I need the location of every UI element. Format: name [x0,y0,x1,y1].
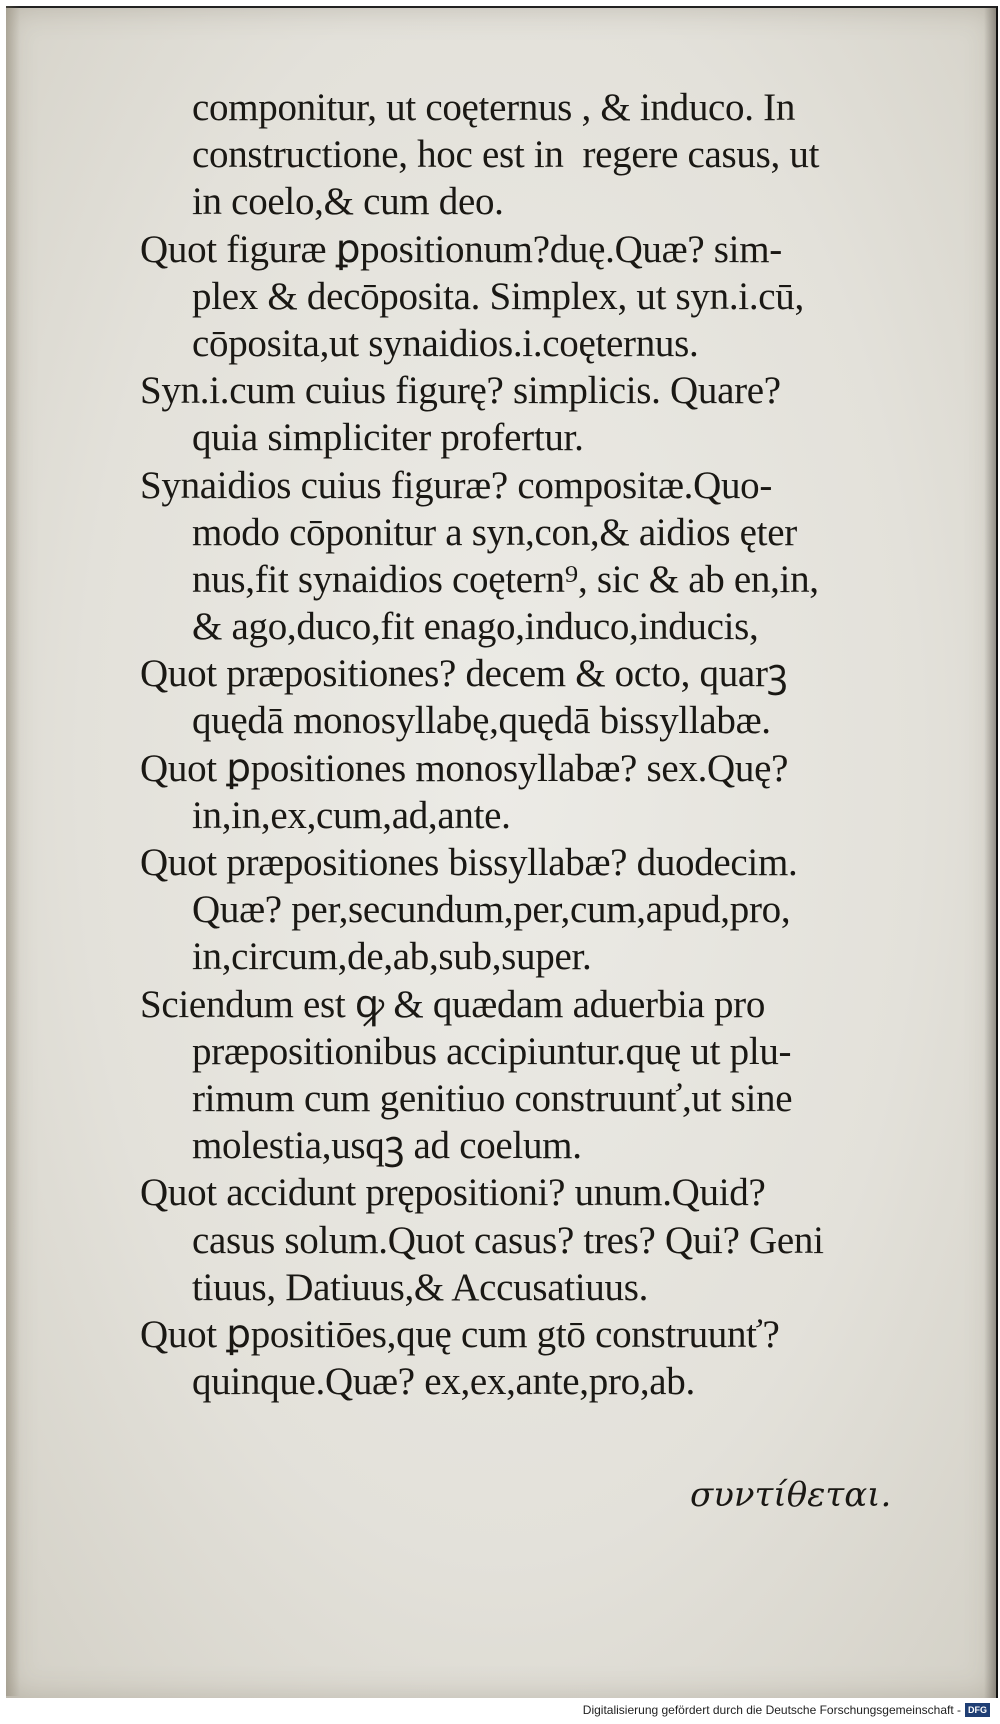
text-line: molestia,usqꝫ ad coelum. [192,1124,582,1168]
text-line: Quæ? per,secundum,per,cum,apud,pro, [192,888,791,932]
text-line: quinque.Quæ? ex,ex,ante,pro,ab. [192,1360,695,1404]
text-line: in,in,ex,cum,ad,ante. [192,793,511,837]
text-line: Quot ꝑpositiones monosyllabæ? sex.Quę? [140,746,789,790]
text-line: constructione, hoc est in regere casus, ut [192,133,820,177]
text-line: Synaidios cuius figuræ? compositæ.Quo- [140,463,773,507]
text-line: plex & decōposita. Simplex, ut syn.i.cū, [192,274,804,318]
text-line: in,circum,de,ab,sub,super. [192,935,592,979]
text-line: rimum cum genitiuo construunť,ut sine [192,1076,793,1120]
digitization-footer [583,1703,990,1717]
footer-credit-text: Digitalisierung gefördert durch die Deutsche Forschungsgemeinschaft - [582,1703,961,1717]
page-text-block [140,84,970,1405]
text-line: & ago,duco,fit enago,induco,inducis, [192,605,759,649]
text-line: Quot præpositiones? decem & octo, quarꝫ [140,652,788,696]
text-line: Quot accidunt prępositioni? unum.Quid? [140,1171,766,1215]
text-line: quędā monosyllabę,quędā bissyllabæ. [192,699,771,743]
text-line: casus solum.Quot casus? tres? Qui? Geni [192,1218,824,1262]
text-line: nus,fit synaidios coętern⁹, sic & ab en,in, [192,557,819,601]
text-line: cōposita,ut synaidios.i.coęternus. [192,321,699,365]
text-line: Sciendum est ꝙ & quædam aduerbia pro [140,982,766,1026]
text-line: in coelo,& cum deo. [192,180,504,224]
text-line: componitur, ut coęternus , & induco. In [192,86,796,129]
text-line: quia simpliciter profertur. [192,416,584,460]
text-line: tiuus, Datiuus,& Accusatiuus. [192,1265,649,1309]
text-line: Quot figuræ ꝑpositionum?duę.Quæ? sim- [140,227,782,271]
text-line: modo cōponitur a syn,con,& aidios ęter [192,510,797,554]
dfg-logo-icon: DFG [965,1703,990,1717]
text-line: præpositionibus accipiuntur.quę ut plu- [192,1029,792,1073]
text-line: Quot ꝑpositiōes,quę cum gtō construunť? [140,1312,780,1356]
text-line: Syn.i.cum cuius figurę? simplicis. Quare? [140,369,781,413]
page-gutter-shadow [6,6,20,1696]
catchword: συντίθεται. [690,1475,892,1515]
text-line: Quot præpositiones bissyllabæ? duodecim. [140,841,798,884]
